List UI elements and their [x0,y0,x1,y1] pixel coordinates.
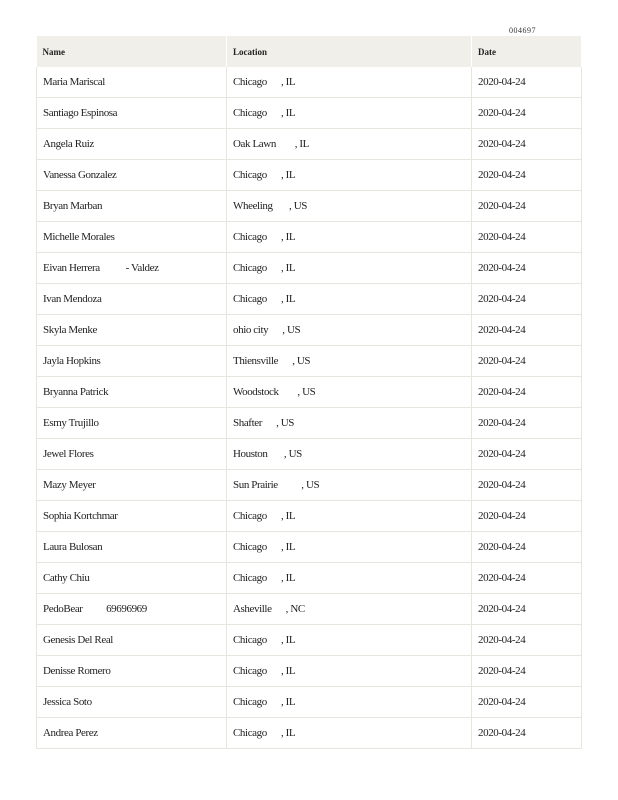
cell-date: 2020-04-24 [472,594,582,625]
cell-name: Jessica Soto [37,687,227,718]
cell-name: Eivan Herrera - Valdez [37,253,227,284]
table-row [37,625,582,656]
cell-name: Angela Ruiz [37,129,227,160]
cell-location: Chicago , IL [227,284,472,315]
cell-date: 2020-04-24 [472,315,582,346]
table-row [37,687,582,718]
cell-date: 2020-04-24 [472,98,582,129]
cell-location: Chicago , IL [227,718,472,749]
cell-date: 2020-04-24 [472,563,582,594]
cell-location: Chicago , IL [227,253,472,284]
cell-date: 2020-04-24 [472,625,582,656]
cell-location: Oak Lawn , IL [227,129,472,160]
table-row [37,284,582,315]
table-row [37,191,582,222]
cell-name: Denisse Romero [37,656,227,687]
cell-location: Chicago , IL [227,222,472,253]
cell-date: 2020-04-24 [472,470,582,501]
table-row [37,315,582,346]
cell-date: 2020-04-24 [472,191,582,222]
cell-name: Genesis Del Real [37,625,227,656]
cell-date: 2020-04-24 [472,129,582,160]
cell-name: Laura Bulosan [37,532,227,563]
cell-name: Mazy Meyer [37,470,227,501]
column-header-date: Date [472,36,582,67]
cell-location: Houston , US [227,439,472,470]
column-header-location: Location [227,36,472,67]
table-row [37,532,582,563]
cell-name: Sophia Kortchmar [37,501,227,532]
table-row [37,377,582,408]
cell-location: Sun Prairie , US [227,470,472,501]
cell-location: Asheville , NC [227,594,472,625]
table-row [37,160,582,191]
cell-name: Ivan Mendoza [37,284,227,315]
cell-location: Woodstock , US [227,377,472,408]
table-row [37,253,582,284]
cell-date: 2020-04-24 [472,501,582,532]
cell-location: Chicago , IL [227,625,472,656]
cell-location: ohio city , US [227,315,472,346]
cell-location: Chicago , IL [227,67,472,98]
table-row [37,563,582,594]
page-id: 004697 [509,26,536,35]
table-row [37,408,582,439]
cell-name: Santiago Espinosa [37,98,227,129]
cell-location: Wheeling , US [227,191,472,222]
cell-location: Chicago , IL [227,160,472,191]
cell-name: PedoBear 69696969 [37,594,227,625]
cell-location: Chicago , IL [227,656,472,687]
cell-date: 2020-04-24 [472,656,582,687]
cell-date: 2020-04-24 [472,377,582,408]
cell-location: Chicago , IL [227,532,472,563]
cell-date: 2020-04-24 [472,160,582,191]
cell-date: 2020-04-24 [472,408,582,439]
cell-name: Michelle Morales [37,222,227,253]
cell-name: Jewel Flores [37,439,227,470]
table-row [37,501,582,532]
cell-name: Skyla Menke [37,315,227,346]
cell-name: Bryan Marban [37,191,227,222]
cell-location: Chicago , IL [227,501,472,532]
column-header-name: Name [37,36,227,67]
cell-name: Cathy Chiu [37,563,227,594]
table-row [37,439,582,470]
table-row [37,346,582,377]
table-row [37,222,582,253]
table-row [37,718,582,749]
cell-date: 2020-04-24 [472,532,582,563]
table-row [37,98,582,129]
cell-location: Chicago , IL [227,98,472,129]
table-row [37,470,582,501]
roster-body [37,67,582,749]
table-row [37,129,582,160]
cell-name: Jayla Hopkins [37,346,227,377]
cell-name: Esmy Trujillo [37,408,227,439]
table-row [37,656,582,687]
cell-date: 2020-04-24 [472,718,582,749]
cell-name: Maria Mariscal [37,67,227,98]
cell-date: 2020-04-24 [472,284,582,315]
cell-location: Chicago , IL [227,687,472,718]
cell-name: Bryanna Patrick [37,377,227,408]
cell-name: Vanessa Gonzalez [37,160,227,191]
table-row [37,594,582,625]
table-row [37,67,582,98]
cell-location: Chicago , IL [227,563,472,594]
cell-date: 2020-04-24 [472,67,582,98]
roster-table [36,36,582,749]
cell-date: 2020-04-24 [472,253,582,284]
cell-date: 2020-04-24 [472,687,582,718]
cell-date: 2020-04-24 [472,346,582,377]
header-row [37,36,582,67]
cell-date: 2020-04-24 [472,222,582,253]
cell-date: 2020-04-24 [472,439,582,470]
cell-name: Andrea Perez [37,718,227,749]
cell-location: Shafter , US [227,408,472,439]
cell-location: Thiensville , US [227,346,472,377]
